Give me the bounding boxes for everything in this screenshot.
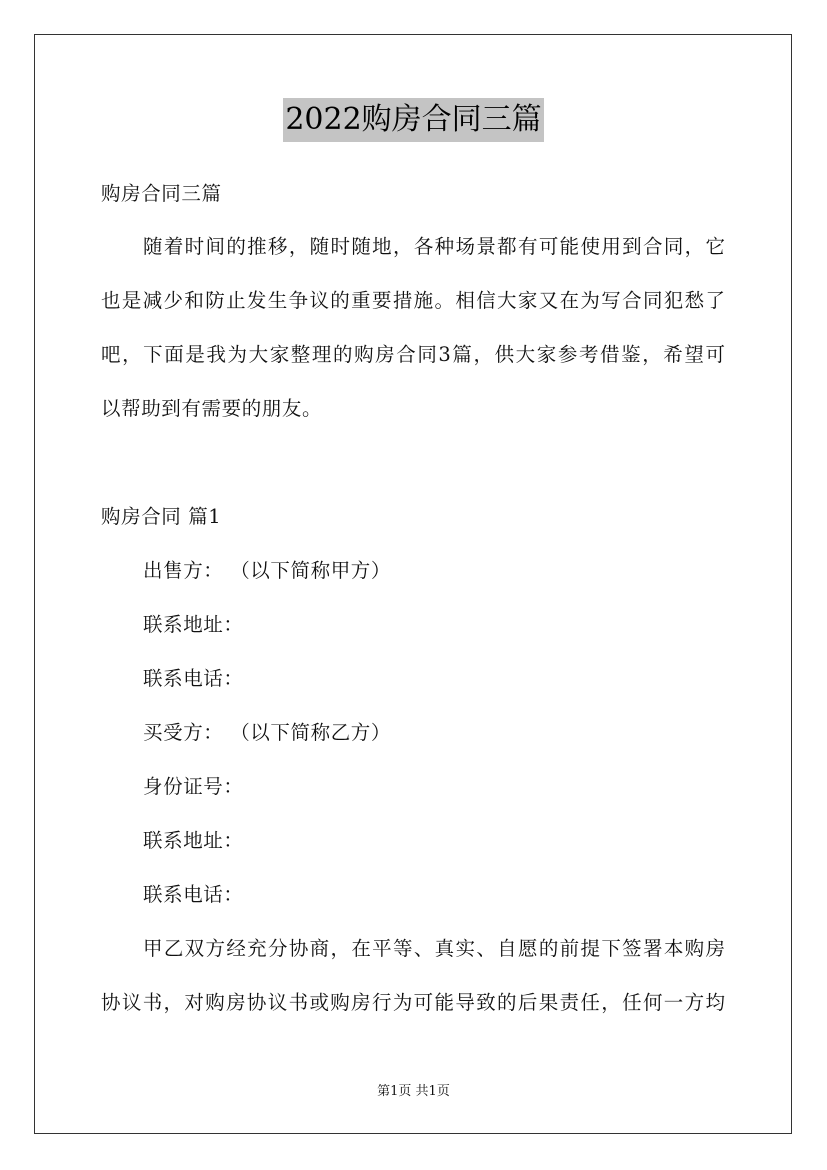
buyer-id-field: 身份证号： (143, 775, 244, 798)
intro-line-3: 吧，下面是我为大家整理的购房合同3篇，供大家参考借鉴，希望可 (101, 343, 725, 366)
document-title: 2022购房合同三篇 (283, 98, 543, 142)
document-subtitle: 购房合同三篇 (101, 182, 222, 205)
intro-line-1: 随着时间的推移，随时随地，各种场景都有可能使用到合同，它 (143, 235, 725, 258)
buyer-field: 买受方： （以下简称乙方） (143, 721, 391, 744)
buyer-address-field: 联系地址： (143, 829, 244, 852)
body-line-1: 甲乙双方经充分协商，在平等、真实、自愿的前提下签署本购房 (143, 937, 725, 960)
body-line-2: 协议书，对购房协议书或购房行为可能导致的后果责任，任何一方均 (101, 991, 725, 1014)
intro-line-4: 以帮助到有需要的朋友。 (101, 397, 323, 420)
title-container (0, 98, 827, 142)
seller-field: 出售方： （以下简称甲方） (143, 559, 391, 582)
section-heading: 购房合同 篇1 (101, 505, 222, 528)
buyer-phone-field: 联系电话： (143, 883, 244, 906)
intro-line-2: 也是减少和防止发生争议的重要措施。相信大家又在为写合同犯愁了 (101, 289, 725, 312)
seller-address-field: 联系地址： (143, 613, 244, 636)
seller-phone-field: 联系电话： (143, 667, 244, 690)
page-footer: 第1页 共1页 (377, 1084, 450, 1099)
